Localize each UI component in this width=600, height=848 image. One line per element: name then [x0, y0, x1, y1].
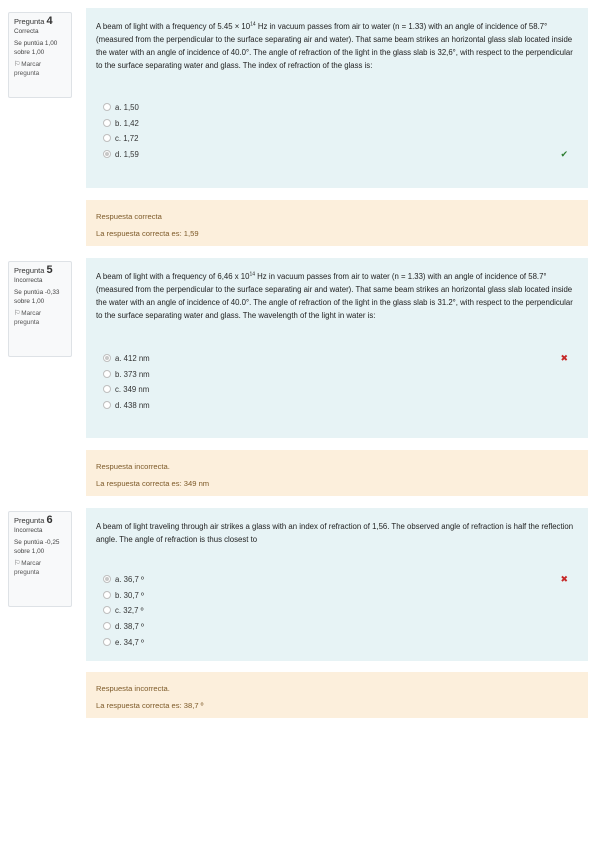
feedback-box — [86, 200, 588, 246]
check-icon: ✔ — [560, 149, 568, 160]
correct-answer: La respuesta correcta es: 38,7 º — [96, 701, 204, 710]
option-label: a. 36,7 º — [115, 575, 144, 584]
flag-icon: ⚐ — [14, 310, 21, 317]
exponent: 14 — [250, 21, 256, 28]
answer-list — [96, 572, 578, 650]
correct-answer: La respuesta correcta es: 349 nm — [96, 479, 210, 488]
question-info — [8, 12, 72, 98]
question-number — [14, 17, 66, 26]
flag-question-link[interactable] — [14, 559, 66, 577]
radio-button-selected[interactable] — [103, 150, 111, 158]
option-label: c. 32,7 º — [115, 606, 144, 616]
question-text — [96, 520, 578, 546]
answer-option-d[interactable] — [96, 619, 578, 635]
answer-option-c[interactable] — [96, 603, 578, 619]
answer-option-c[interactable] — [96, 382, 578, 398]
exponent: 14 — [249, 271, 255, 278]
option-label: a. 1,50 — [115, 103, 139, 112]
question-number — [14, 516, 66, 525]
feedback-status: Respuesta correcta — [96, 212, 162, 221]
question-content — [86, 508, 588, 661]
question-grade: Se puntúa -0,33 sobre 1,00 — [14, 289, 60, 305]
radio-button-selected[interactable] — [103, 575, 111, 583]
radio-button[interactable] — [103, 401, 111, 409]
option-label: d. 38,7 º — [115, 622, 144, 632]
option-label: c. 1,72 — [115, 134, 139, 144]
option-label: d. 1,59 — [115, 150, 139, 160]
question-number — [14, 266, 66, 275]
answer-option-d[interactable] — [96, 398, 578, 414]
question-text — [96, 270, 578, 322]
option-label: a. 412 nm — [115, 354, 150, 363]
question-info — [8, 261, 72, 357]
question-text-part: Hz in vacuum passes from air to water (n = 1.33) with an angle of incidence of 58.7° (measured from the perpendicular to the surface separating air and water). That same beam strikes an horizontal glass slab located inside the water with an angle of incidence of 40.0°. The angle of refraction of the light in the glass slab is 31.2°, with respect to the perpendicular to the surface separating water and glass. The wavelength of the light in water is: — [96, 272, 573, 320]
question-label: Pregunta — [14, 17, 45, 26]
correct-answer: La respuesta correcta es: 1,59 — [96, 229, 199, 238]
flag-label: Marcar pregunta — [14, 61, 42, 77]
radio-button[interactable] — [103, 119, 111, 127]
radio-button[interactable] — [103, 591, 111, 599]
radio-button[interactable] — [103, 606, 111, 614]
radio-button[interactable] — [103, 103, 111, 111]
answer-list — [96, 351, 578, 414]
question-text-part: A beam of light traveling through air strikes a glass with an index of refraction of 1,56. The observed angle of refraction is half the reflection angle. The angle of refraction is thus closest to — [96, 522, 574, 544]
question-state: Correcta — [14, 28, 39, 35]
question-grade: Se puntúa 1,00 sobre 1,00 — [14, 40, 58, 56]
question-number-value: 6 — [46, 514, 53, 526]
radio-button[interactable] — [103, 134, 111, 142]
flag-label: Marcar pregunta — [14, 560, 42, 576]
question-text — [96, 20, 578, 72]
answer-option-e[interactable] — [96, 635, 578, 651]
radio-button[interactable] — [103, 370, 111, 378]
cross-icon: ✖ — [560, 353, 568, 363]
answer-option-a[interactable] — [96, 100, 578, 116]
question-label: Pregunta — [14, 266, 45, 275]
cross-icon: ✖ — [560, 574, 568, 584]
question-text-part: A beam of light with a frequency of 6,46 x 10 — [96, 272, 250, 281]
question-state: Incorrecta — [14, 527, 43, 534]
question-grade: Se puntúa -0,25 sobre 1,00 — [14, 539, 60, 555]
question-state: Incorrecta — [14, 277, 43, 284]
radio-button[interactable] — [103, 622, 111, 630]
flag-icon: ⚐ — [14, 560, 21, 567]
flag-icon: ⚐ — [14, 61, 21, 68]
feedback-box — [86, 450, 588, 496]
option-label: c. 349 nm — [115, 385, 150, 395]
radio-button[interactable] — [103, 385, 111, 393]
question-content — [86, 8, 588, 188]
option-label: b. 373 nm — [115, 369, 150, 379]
option-label: d. 438 nm — [115, 401, 150, 411]
question-number-value: 5 — [46, 264, 53, 276]
option-label: b. 1,42 — [115, 118, 139, 128]
question-text-part: A beam of light with a frequency of 5.45 × 10 — [96, 22, 251, 31]
feedback-box — [86, 672, 588, 718]
answer-option-d[interactable] — [96, 147, 578, 163]
feedback-status: Respuesta incorrecta. — [96, 684, 170, 693]
radio-button[interactable] — [103, 638, 111, 646]
answer-option-a[interactable] — [96, 572, 578, 588]
feedback-status: Respuesta incorrecta. — [96, 462, 170, 471]
option-label: e. 34,7 º — [115, 637, 144, 647]
question-content — [86, 258, 588, 438]
question-label: Pregunta — [14, 516, 45, 525]
flag-question-link[interactable] — [14, 60, 66, 78]
answer-option-b[interactable] — [96, 367, 578, 383]
option-label: b. 30,7 º — [115, 590, 144, 600]
question-number-value: 4 — [46, 15, 53, 27]
question-info — [8, 511, 72, 607]
question-text-part: Hz in vacuum passes from air to water (n = 1.33) with an angle of incidence of 58.7° (measured from the perpendicular to the surface separating air and water). That same beam strikes an horizontal glass slab located inside the water with an angle of incidence of 40.0°. The angle of refraction of the light in the glass slab is 32,6°, with respect to the perpendicular to the surface separating water and glass. The index of refraction of the glass is: — [96, 22, 573, 70]
answer-list — [96, 100, 578, 163]
answer-option-b[interactable] — [96, 588, 578, 604]
flag-label: Marcar pregunta — [14, 310, 42, 326]
answer-option-a[interactable] — [96, 351, 578, 367]
answer-option-c[interactable] — [96, 131, 578, 147]
answer-option-b[interactable] — [96, 116, 578, 132]
radio-button-selected[interactable] — [103, 354, 111, 362]
flag-question-link[interactable] — [14, 309, 66, 327]
